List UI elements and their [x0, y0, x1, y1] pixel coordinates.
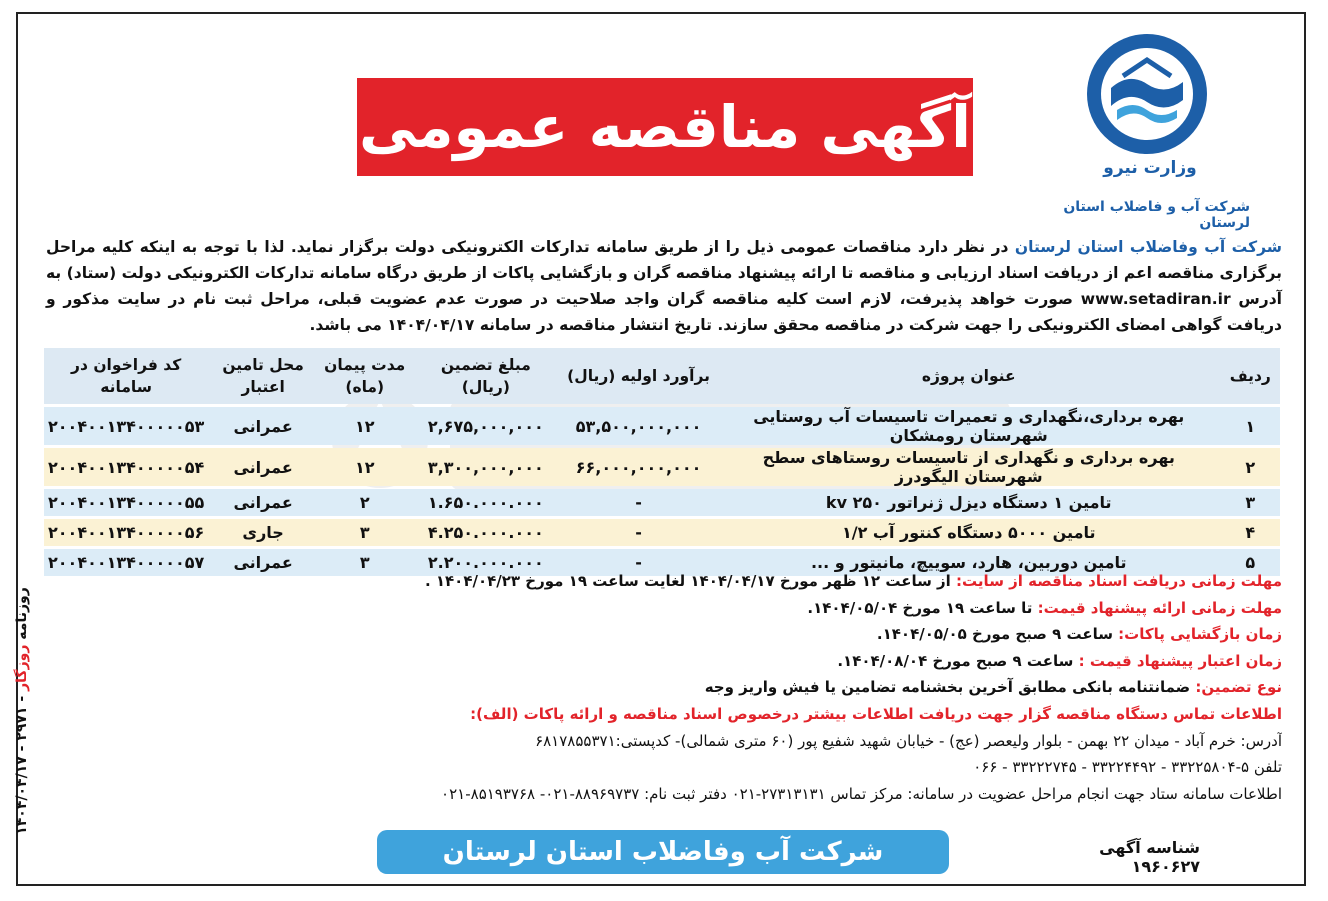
- table-row: [44, 448, 1280, 486]
- cell-estimate: -: [560, 519, 717, 546]
- page-title: آگهی مناقصه عمومی: [357, 78, 973, 176]
- cell-duration: ۱۲: [318, 448, 412, 486]
- cell-guarantee: ۲.۲۰۰.۰۰۰.۰۰۰: [412, 549, 561, 576]
- cell-call-code: ۲۰۰۴۰۰۱۳۴۰۰۰۰۰۵۷: [44, 549, 208, 576]
- table-header-row: [44, 348, 1280, 404]
- cell-estimate: -: [560, 489, 717, 516]
- contact-heading: اطلاعات تماس دستگاه مناقصه گزار جهت دریافت اطلاعات بیشتر درخصوص اسناد مناقصه و ارائه پاکات (الف):: [470, 704, 1282, 723]
- header-call-code: کد فراخوان در سامانه: [44, 348, 208, 404]
- intro-paragraph: [46, 234, 1282, 338]
- water-company-logo: [1083, 30, 1211, 158]
- contact-address: آدرس: خرم آباد - میدان ۲۲ بهمن - بلوار ولیعصر (عج) - خیابان شهید شفیع پور (۶۰ متری شمالی)- کدپستی:۶۸۱۷۸۵۵۳۷۱: [535, 731, 1282, 750]
- cell-funding: جاری: [208, 519, 318, 546]
- guarantee-type-value: ضمانتنامه بانکی مطابق آخرین بخشنامه تضامین یا فیش واریز وجه: [704, 678, 1196, 697]
- table-row: [44, 489, 1280, 516]
- cell-row-number: ۲: [1221, 448, 1280, 486]
- table-row: [44, 407, 1280, 445]
- intro-text: در نظر دارد مناقصات عمومی ذیل را از طریق سامانه تدارکات الکترونیکی دولت برگزار نماید. لذا با توجه به اینکه کلیه مراحل برگزاری مناقصه اعم از دریافت اسناد ارزیابی و مناقصه تا ارائه پیشنهاد مناقصه گران و بازگشایی پاکات از طریق درگاه سامانه تدارکات الکترونیکی دولت (ستاد) به آدرس www.setadiran.ir صورت خواهد پذیرفت، لازم است کلیه مناقصه گران واجد صلاحیت در صورت عدم عضویت قبلی، مراحل ثبت نام در سایت مذکور و دریافت گواهی امضای الکترونیکی را جهت شرکت در مناقصه محقق سازند. تاریخ انتشار مناقصه در سامانه ۱۴۰۴/۰۴/۱۷ می باشد.: [46, 238, 1282, 334]
- opening-label: زمان بازگشایی پاکات:: [1118, 625, 1282, 644]
- cell-estimate: -: [560, 549, 717, 576]
- side-newspaper-name: روزگار: [14, 644, 30, 691]
- detail-receive-deadline: [46, 568, 1282, 595]
- ministry-name: وزارت نیرو: [1103, 158, 1197, 178]
- cell-row-number: ۵: [1221, 549, 1280, 576]
- cell-row-number: ۱: [1221, 407, 1280, 445]
- detail-opening-time: [46, 621, 1282, 648]
- intro-company: شرکت آب وفاضلاب استان لرستان: [1014, 238, 1282, 256]
- submit-label: مهلت زمانی ارائه پیشنهاد قیمت:: [1037, 598, 1282, 617]
- tender-details: [46, 568, 1282, 807]
- header-funding: محل تامین اعتبار: [208, 348, 318, 404]
- cell-estimate: ۶۶,۰۰۰,۰۰۰,۰۰۰: [560, 448, 717, 486]
- cell-duration: ۳: [318, 519, 412, 546]
- detail-validity-time: [46, 648, 1282, 675]
- contact-phone: تلفن ۵-۳۳۲۲۵۸۰۴ - ۳۳۲۲۴۴۹۲ - ۳۳۲۲۲۷۴۵ - ۰۶۶: [973, 758, 1282, 777]
- cell-call-code: ۲۰۰۴۰۰۱۳۴۰۰۰۰۰۵۵: [44, 489, 208, 516]
- footer-company-banner: شرکت آب وفاضلاب استان لرستان: [377, 830, 949, 874]
- header-project-title: عنوان پروژه: [717, 348, 1221, 404]
- cell-row-number: ۳: [1221, 489, 1280, 516]
- cell-project-title: بهره برداری و نگهداری از تاسیسات روستاهای سطح شهرستان الیگودرز: [717, 448, 1221, 486]
- receive-label: مهلت زمانی دریافت اسناد مناقصه از سایت:: [956, 572, 1282, 590]
- validity-label: زمان اعتبار پیشنهاد قیمت :: [1078, 651, 1282, 670]
- tenders-table: [44, 345, 1280, 579]
- header-estimate: برآورد اولیه (ریال): [560, 348, 717, 404]
- cell-project-title: تامین دوربین، هارد، سوییچ، مانیتور و ...: [717, 549, 1221, 576]
- cell-funding: عمرانی: [208, 407, 318, 445]
- setad-info: اطلاعات سامانه ستاد جهت انجام مراحل عضویت در سامانه: مرکز تماس ۲۷۳۱۳۱۳۱-۰۲۱ دفتر ثبت نام: ۸۸۹۶۹۷۳۷-۰۲۱- ۸۵۱۹۳۷۶۸-۰۲۱: [441, 784, 1282, 803]
- cell-duration: ۲: [318, 489, 412, 516]
- validity-value: ساعت ۹ صبح مورخ ۱۴۰۴/۰۸/۰۴.: [837, 651, 1079, 670]
- company-name-header: شرکت آب و فاضلاب استان لرستان: [1063, 199, 1250, 231]
- cell-project-title: تامین ۱ دستگاه دیزل ژنراتور kv ۲۵۰: [717, 489, 1221, 516]
- cell-guarantee: ۳,۳۰۰,۰۰۰,۰۰۰: [412, 448, 561, 486]
- newspaper-side-label: [14, 586, 36, 836]
- side-newspaper: روزنامه: [14, 587, 30, 640]
- cell-estimate: ۵۳,۵۰۰,۰۰۰,۰۰۰: [560, 407, 717, 445]
- cell-call-code: ۲۰۰۴۰۰۱۳۴۰۰۰۰۰۵۴: [44, 448, 208, 486]
- header-guarantee: مبلغ تضمین (ریال): [412, 348, 561, 404]
- table-row: [44, 519, 1280, 546]
- cell-guarantee: ۱.۶۵۰.۰۰۰.۰۰۰: [412, 489, 561, 516]
- cell-funding: عمرانی: [208, 448, 318, 486]
- cell-project-title: تامین ۵۰۰۰ دستگاه کنتور آب ۱/۲: [717, 519, 1221, 546]
- opening-value: ساعت ۹ صبح مورخ ۱۴۰۴/۰۵/۰۵.: [876, 625, 1119, 644]
- detail-submit-deadline: [46, 595, 1282, 622]
- cell-project-title: بهره برداری،نگهداری و تعمیرات تاسیسات آب روستایی شهرستان رومشکان: [717, 407, 1221, 445]
- cell-row-number: ۴: [1221, 519, 1280, 546]
- cell-call-code: ۲۰۰۴۰۰۱۳۴۰۰۰۰۰۵۶: [44, 519, 208, 546]
- header-row-number: ردیف: [1221, 348, 1280, 404]
- cell-guarantee: ۴.۲۵۰.۰۰۰.۰۰۰: [412, 519, 561, 546]
- detail-guarantee-type: [46, 674, 1282, 701]
- side-issue: - ۲۹۷۱ - ۱۴۰۴/۰۴/۱۷: [14, 690, 30, 835]
- receive-value: از ساعت ۱۲ ظهر مورخ ۱۴۰۴/۰۴/۱۷ لغایت ساعت ۱۹ مورخ ۱۴۰۴/۰۴/۲۳ .: [424, 572, 957, 590]
- ad-identifier: شناسه آگهی ۱۹۶۰۶۲۷: [1099, 838, 1200, 876]
- cell-funding: عمرانی: [208, 489, 318, 516]
- submit-value: تا ساعت ۱۹ مورخ ۱۴۰۴/۰۵/۰۴.: [807, 598, 1038, 617]
- guarantee-type-label: نوع تضمین:: [1195, 678, 1282, 697]
- cell-duration: ۳: [318, 549, 412, 576]
- cell-funding: عمرانی: [208, 549, 318, 576]
- header-duration: مدت پیمان (ماه): [318, 348, 412, 404]
- cell-call-code: ۲۰۰۴۰۰۱۳۴۰۰۰۰۰۵۳: [44, 407, 208, 445]
- cell-guarantee: ۲,۶۷۵,۰۰۰,۰۰۰: [412, 407, 561, 445]
- cell-duration: ۱۲: [318, 407, 412, 445]
